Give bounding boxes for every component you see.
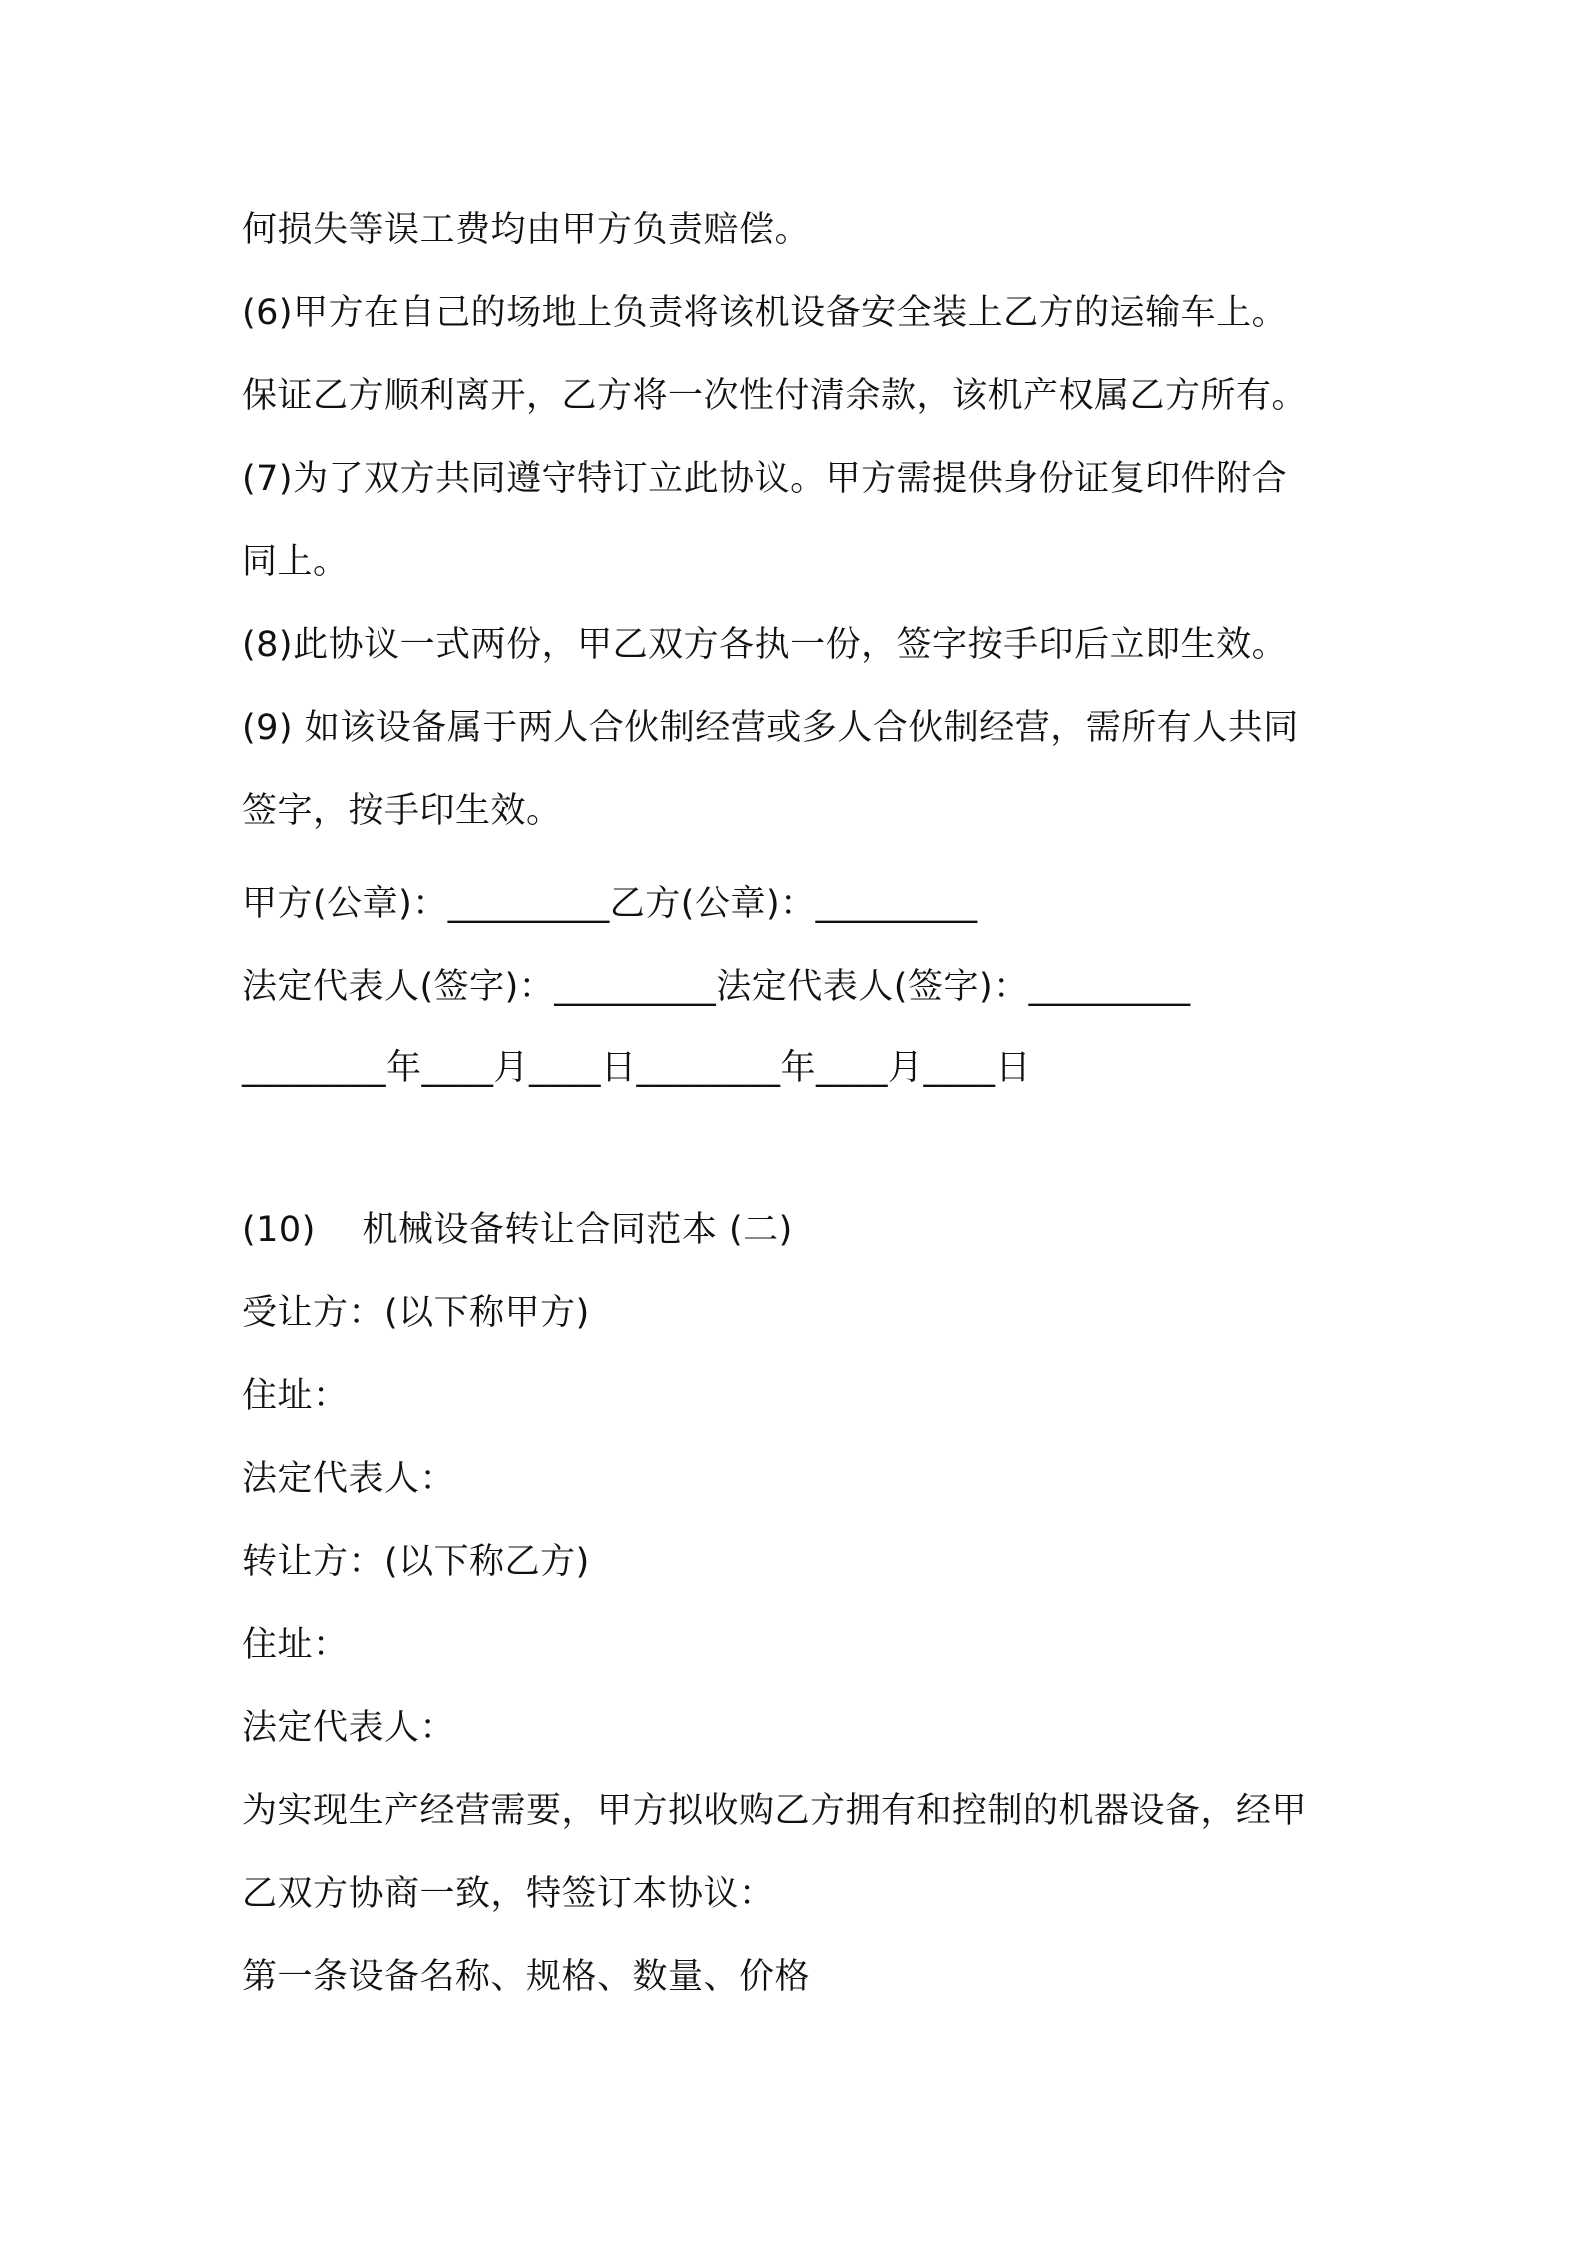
text-line: 乙双方协商一致，特签订本协议： <box>242 1874 775 1914</box>
text-line: (6)甲方在自己的场地上负责将该机设备安全装上乙方的运输车上。 <box>242 293 1288 333</box>
text-line: 转让方：(以下称乙方) <box>242 1542 590 1582</box>
text-line: (9) 如该设备属于两人合伙制经营或多人合伙制经营，需所有人共同 <box>242 708 1299 748</box>
text-line: 同上。 <box>242 542 349 582</box>
text-line: (8)此协议一式两份，甲乙双方各执一份，签字按手印后立即生效。 <box>242 625 1288 665</box>
text-line: 第一条设备名称、规格、数量、价格 <box>242 1957 811 1997</box>
signature-representative-line: 法定代表人(签字)：_________法定代表人(签字)：_________ <box>242 967 1191 1007</box>
signature-party-line: 甲方(公章)：_________乙方(公章)：_________ <box>242 884 978 924</box>
text-line: (7)为了双方共同遵守特订立此协议。甲方需提供身份证复印件附合 <box>242 459 1288 499</box>
text-line: 住址： <box>242 1625 349 1665</box>
text-line: 住址： <box>242 1376 349 1416</box>
text-line: 法定代表人： <box>242 1459 456 1499</box>
text-line: 受让方：(以下称甲方) <box>242 1293 590 1333</box>
signature-date-line: ________年____月____日________年____月____日 <box>242 1048 1032 1088</box>
text-line: 保证乙方顺利离开，乙方将一次性付清余款，该机产权属乙方所有。 <box>242 376 1308 416</box>
section-title: (10) 机械设备转让合同范本 (二) <box>242 1210 793 1250</box>
text-line: 何损失等误工费均由甲方负责赔偿。 <box>242 210 811 250</box>
text-line: 法定代表人： <box>242 1708 456 1748</box>
text-line: 签字，按手印生效。 <box>242 791 562 831</box>
text-line: 为实现生产经营需要，甲方拟收购乙方拥有和控制的机器设备，经甲 <box>242 1791 1308 1831</box>
